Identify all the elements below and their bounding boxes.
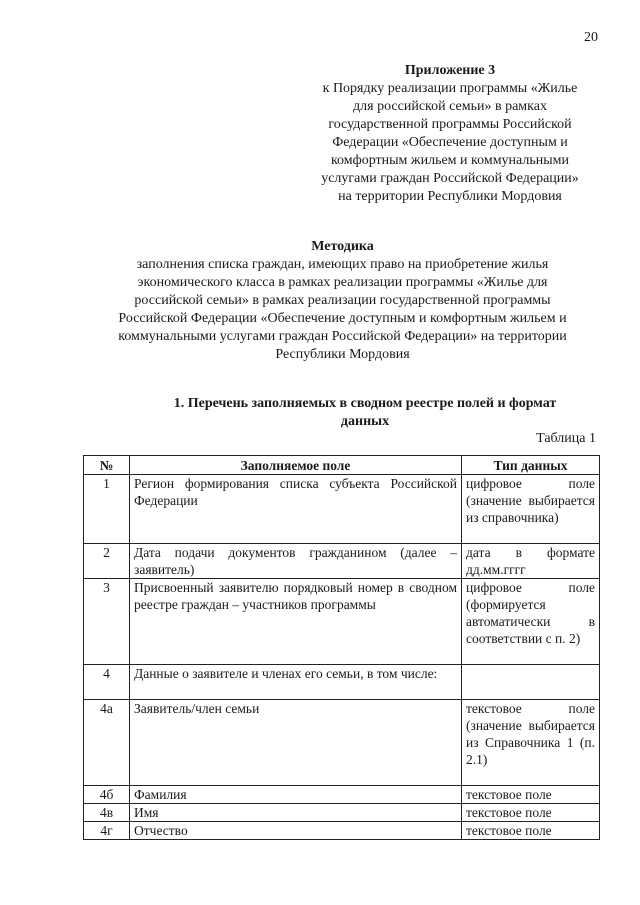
page-number: 20: [584, 30, 598, 45]
appendix-line: на территории Республики Мордовия: [338, 189, 562, 204]
appendix-line: услугами граждан Российской Федерации»: [321, 171, 579, 186]
row-field: Отчество: [130, 822, 462, 840]
row-number: 4б: [84, 786, 130, 804]
method-title: Методика: [311, 239, 374, 254]
header-type: Тип данных: [462, 456, 600, 475]
section-title-line: данных: [340, 414, 390, 429]
appendix-title: Приложение 3: [404, 63, 496, 78]
table-row: [84, 786, 600, 804]
row-type: [462, 665, 600, 700]
row-type: текстовое поле: [462, 822, 600, 840]
table-label: Таблица 1: [536, 431, 596, 446]
section-title: [130, 395, 600, 431]
table-row: [84, 804, 600, 822]
appendix-line: государственной программы Российской: [328, 117, 572, 132]
appendix-line: для российской семьи» в рамках: [353, 99, 547, 114]
row-type: текстовое поле: [462, 804, 600, 822]
row-field: Дата подачи документов гражданином (далее – заявитель): [130, 544, 462, 579]
fields-table: [83, 455, 600, 840]
row-field: Заявитель/член семьи: [130, 700, 462, 786]
row-field: Регион формирования списка субъекта Российской Федерации: [130, 475, 462, 544]
table-header-row: [84, 456, 600, 475]
method-line: заполнения списка граждан, имеющих право на приобретение жилья: [136, 257, 549, 272]
row-number: 4а: [84, 700, 130, 786]
table-row: [84, 700, 600, 786]
row-field: Присвоенный заявителю порядковый номер в сводном реестре граждан – участников программы: [130, 579, 462, 665]
row-type: текстовое поле: [462, 786, 600, 804]
table-row: [84, 475, 600, 544]
method-line: коммунальными услугами граждан Российской Федерации» на территории: [118, 329, 567, 344]
row-number: 4: [84, 665, 130, 700]
method-block: [90, 238, 595, 364]
table-row: [84, 822, 600, 840]
row-number: 1: [84, 475, 130, 544]
table-row: [84, 665, 600, 700]
row-field: Данные о заявителе и членах его семьи, в том числе:: [130, 665, 462, 700]
row-type: дата в формате дд.мм.гггг: [462, 544, 600, 579]
method-line: Российской Федерации «Обеспечение доступным и комфортным жильем и: [118, 311, 567, 326]
row-type: текстовое поле (значение выбирается из Справочника 1 (п. 2.1): [462, 700, 600, 786]
appendix-line: к Порядку реализации программы «Жилье: [322, 81, 578, 96]
row-field: Имя: [130, 804, 462, 822]
appendix-line: Федерации «Обеспечение доступным и: [332, 135, 568, 150]
row-number: 4г: [84, 822, 130, 840]
appendix-header: [300, 62, 600, 206]
method-line: российской семьи» в рамках реализации государственной программы: [134, 293, 551, 308]
row-type: цифровое поле (значение выбирается из справочника): [462, 475, 600, 544]
method-line: Республики Мордовия: [275, 347, 410, 362]
appendix-line: комфортным жильем и коммунальными: [330, 153, 570, 168]
header-number: №: [84, 456, 130, 475]
table-row: [84, 579, 600, 665]
method-line: экономического класса в рамках реализации программы «Жилье для: [137, 275, 548, 290]
row-number: 4в: [84, 804, 130, 822]
header-field: Заполняемое поле: [130, 456, 462, 475]
row-field: Фамилия: [130, 786, 462, 804]
table-row: [84, 544, 600, 579]
section-title-line: 1. Перечень заполняемых в сводном реестре полей и формат: [173, 396, 557, 411]
row-number: 2: [84, 544, 130, 579]
row-type: цифровое поле (формируется автоматически в соответствии с п. 2): [462, 579, 600, 665]
row-number: 3: [84, 579, 130, 665]
